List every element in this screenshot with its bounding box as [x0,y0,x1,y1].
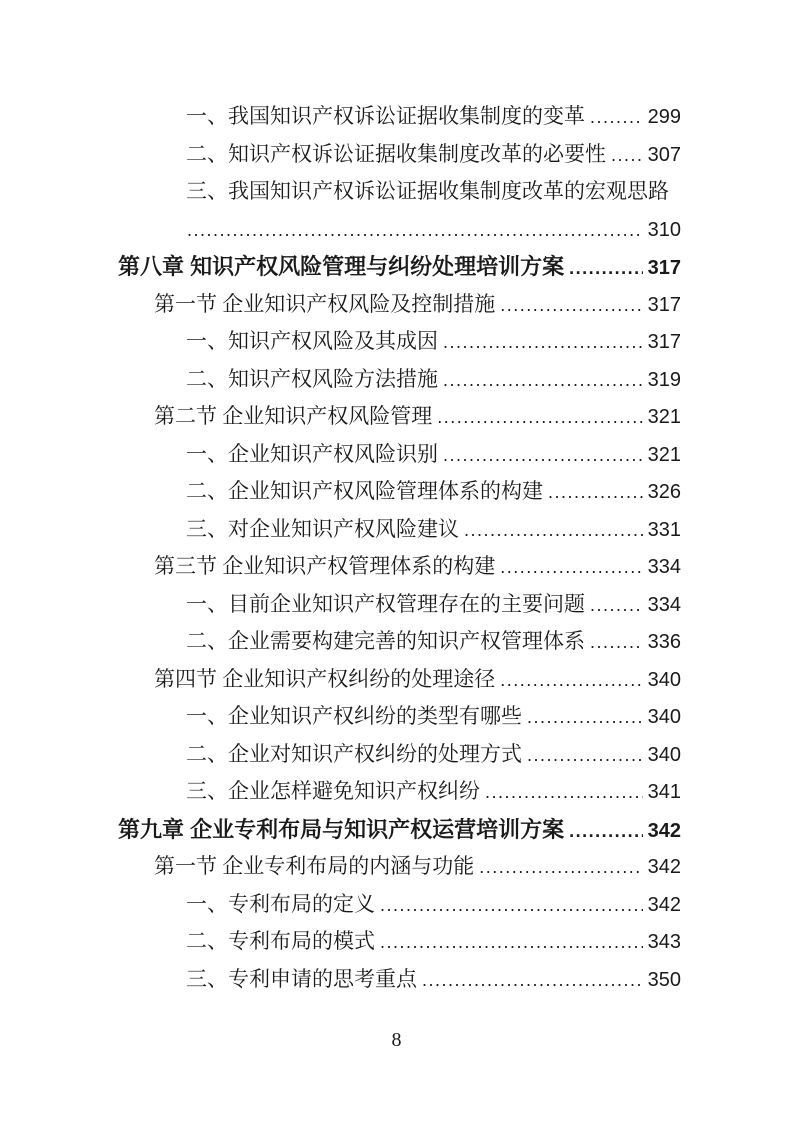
toc-entry-page-number: 342 [647,856,681,878]
toc-entry[interactable] [118,248,681,286]
dot-leader [527,736,643,775]
toc-entry-text: 二、知识产权诉讼证据收集制度改革的必要性 [186,141,606,166]
toc-entry-page-number: 319 [647,368,681,391]
toc-entry-page-number: 317 [647,331,681,353]
dot-leader [437,398,642,437]
toc-entry-text: 一、专利布局的定义 [186,891,375,916]
toc-entry-text: 三、专利申请的思考重点 [186,966,417,991]
toc-entry-page-number: 299 [647,106,681,128]
dot-leader [443,323,643,362]
toc-entry[interactable] [118,173,681,211]
toc-entry-text: 一、企业知识产权风险识别 [186,441,438,466]
toc-entry[interactable] [118,398,681,436]
toc-entry-page-number: 317 [647,293,681,316]
toc-entry-text: 第八章 知识产权风险管理与纠纷处理培训方案 [118,254,565,279]
toc-entry-page-number: 334 [647,556,681,578]
toc-entry[interactable] [118,736,681,774]
toc-entry[interactable] [118,323,681,361]
toc-entry-page-number: 340 [647,706,681,728]
dot-leader [479,848,642,887]
toc-entry-text: 一、目前企业知识产权管理存在的主要问题 [186,591,585,616]
toc-entry-text: 三、我国知识产权诉讼证据收集制度改革的宏观思路 [186,179,669,203]
toc-entry-text: 第九章 企业专利布局与知识产权运营培训方案 [118,816,565,842]
dot-leader [548,473,643,512]
dot-leader [464,511,643,550]
toc-entry[interactable] [118,848,681,886]
dot-leader [611,136,643,175]
toc-entry[interactable] [118,136,681,174]
toc-entry[interactable] [118,661,681,699]
toc-entry[interactable] [118,623,681,661]
toc-entry-text: 二、专利布局的模式 [186,929,375,953]
dot-leader [443,436,643,475]
dot-leader [500,661,642,700]
toc-entry-page-number: 321 [647,406,681,428]
toc-entry-page-number: 341 [647,781,681,803]
toc-entry[interactable] [118,773,681,811]
dot-leader [590,98,643,137]
toc-entry-text: 二、企业需要构建完善的知识产权管理体系 [186,629,585,653]
toc-entry-text: 二、企业知识产权风险管理体系的构建 [186,479,543,503]
toc-entry-text: 三、企业怎样避免知识产权纠纷 [186,779,480,803]
toc-entry[interactable] [118,361,681,399]
toc-entry-page-number: 334 [647,593,681,616]
dot-leader [443,361,643,400]
toc-entry[interactable] [118,961,681,999]
toc-entry-text: 二、知识产权风险方法措施 [186,366,438,391]
dot-leader [380,886,643,925]
toc-entry-page-number: 321 [647,443,681,466]
dot-leader [527,698,643,737]
toc-entry-page-number: 310 [647,218,681,241]
toc-entry[interactable] [118,886,681,924]
dot-leader [569,248,643,288]
dot-leader [500,286,642,325]
toc-entry-page-number: 326 [647,481,681,503]
toc-entry-page-number: 336 [647,631,681,653]
toc-entry[interactable] [118,436,681,474]
toc-entry-page-number: 340 [647,743,681,766]
toc-entry[interactable] [118,98,681,136]
toc-entry-text: 第四节 企业知识产权纠纷的处理途径 [154,666,496,691]
toc-entry[interactable] [118,548,681,586]
toc-entry-page-number: 342 [647,893,681,916]
dot-leader [380,923,643,962]
toc-entry-page-number: 343 [647,931,681,953]
dot-leader [187,211,643,250]
toc-entry-page-number: 331 [647,518,681,541]
toc-entry-text: 一、我国知识产权诉讼证据收集制度的变革 [186,104,585,128]
toc-entry[interactable] [118,698,681,736]
toc-entry[interactable] [118,811,681,849]
dot-leader [590,623,643,662]
toc-entry[interactable] [118,923,681,961]
toc-entry-text: 第一节 企业知识产权风险及控制措施 [154,291,496,316]
toc-entry[interactable] [118,473,681,511]
dot-leader [485,773,643,812]
dot-leader [590,586,643,625]
toc-entry-page-number: 350 [647,968,681,991]
toc-entry-text: 第二节 企业知识产权风险管理 [154,404,433,428]
toc-entry-page-number: 340 [647,668,681,691]
toc-entry[interactable] [118,511,681,549]
toc-entry-text: 第三节 企业知识产权管理体系的构建 [154,554,496,578]
dot-leader [569,811,643,851]
footer-page-number: 8 [391,1029,402,1051]
page-footer [0,1028,793,1052]
toc-entry[interactable] [118,586,681,624]
toc-entry-text: 三、对企业知识产权风险建议 [186,516,459,541]
toc-entry-text: 一、知识产权风险及其成因 [186,329,438,353]
dot-leader [500,548,642,587]
toc-entry-page-number: 342 [647,819,681,842]
dot-leader [422,961,643,1000]
toc-entry-text: 一、企业知识产权纠纷的类型有哪些 [186,704,522,728]
toc-entry-text: 二、企业对知识产权纠纷的处理方式 [186,741,522,766]
toc-entry-page-number: 307 [647,143,681,166]
toc-entry-page-number: 317 [647,257,681,279]
toc-entry[interactable] [118,286,681,324]
toc-entry-text: 第一节 企业专利布局的内涵与功能 [154,854,475,878]
toc-entry[interactable] [118,211,681,249]
